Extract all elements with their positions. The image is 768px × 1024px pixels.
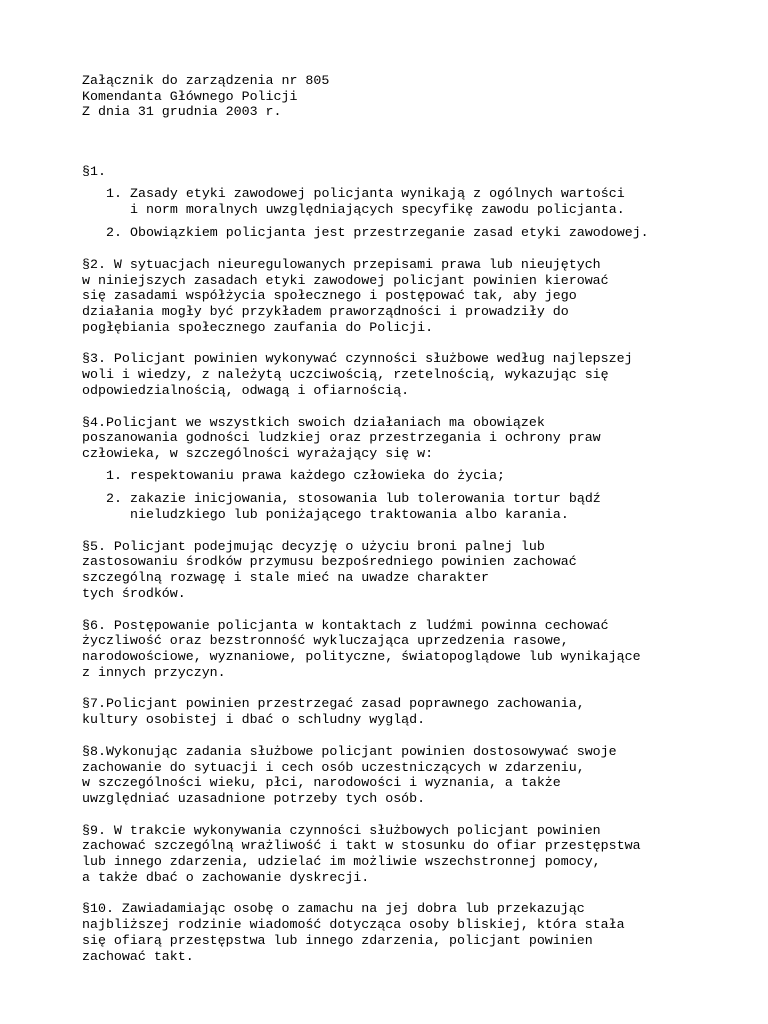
section-5 <box>82 539 722 602</box>
section-8-text: §8.Wykonując zadania służbowe policjant powinien dostosowywać swoje zachowanie do sytuacji i cech osób uczestniczących w zdarzeniu, w szczególności wieku, płci, narodowości i wyznania, a także uwzględniać uzasadnione potrzeby tych osób. <box>82 743 617 806</box>
section-1 <box>82 164 722 241</box>
section-7-text: §7.Policjant powinien przestrzegać zasad poprawnego zachowania, kultury osobistej i dbać o schludny wygląd. <box>82 696 585 728</box>
list-item-text: Obowiązkiem policjanta jest przestrzeganie zasad etyki zawodowej. <box>130 225 649 241</box>
list-item <box>82 186 722 217</box>
section-1-title: §1. <box>82 164 106 180</box>
list-item-text: respektowaniu prawa każdego człowieka do życia; <box>130 467 506 483</box>
section-10 <box>82 901 722 964</box>
list-item-number: 2. <box>106 225 122 241</box>
section-9-text: §9. W trakcie wykonywania czynności służbowych policjant powinien zachować szczególną wrażliwość i takt w stosunku do ofiar przestępstwa lub innego zdarzenia, udzielać im możliwie wszechstronnej pomocy, a także dbać o zachowanie dyskrecji. <box>82 822 641 885</box>
header-annex-line: Załącznik do zarządzenia nr 805 <box>82 73 330 88</box>
section-4-list <box>82 468 722 523</box>
section-3 <box>82 351 722 398</box>
section-4 <box>82 415 722 523</box>
section-7 <box>82 696 722 727</box>
section-2 <box>82 257 722 336</box>
section-6 <box>82 618 722 681</box>
list-item-number: 1. <box>106 185 122 201</box>
section-9 <box>82 823 722 886</box>
list-item-number: 1. <box>106 467 122 483</box>
section-2-text: §2. W sytuacjach nieuregulowanych przepisami prawa lub nieujętych w niniejszych zasadach etyki zawodowej policjant powinien kierować się zasadami współżycia społecznego i postępować tak, aby jego działania mogły być przykładem praworządności i prowadziły do pogłębiania społecznego zaufania do Policji. <box>82 256 609 335</box>
section-10-text: §10. Zawiadamiając osobę o zamachu na jej dobra lub przekazując najbliższej rodzinie wiadomość dotycząca osoby bliskiej, która stała się ofiarą przestępstwa lub innego zdarzenia, policjant powinien zachować takt. <box>82 901 625 964</box>
list-item-text: Zasady etyki zawodowej policjanta wynikają z ogólnych wartości i norm moralnych uwzględniających specyfikę zawodu policjanta. <box>130 185 625 217</box>
header-date-line: Z dnia 31 grudnia 2003 r. <box>82 104 282 120</box>
list-item <box>82 225 722 241</box>
section-3-text: §3. Policjant powinien wykonywać czynności służbowe według najlepszej woli i wiedzy, z należytą uczciwością, rzetelnością, wykazując się odpowiedzialnością, odwagą i ofiarnością. <box>82 351 633 398</box>
section-8 <box>82 744 722 807</box>
document-header <box>82 73 722 120</box>
list-item <box>82 468 722 484</box>
document-page <box>82 73 722 980</box>
section-1-list <box>82 186 722 241</box>
section-5-text: §5. Policjant podejmując decyzję o użyciu broni palnej lub zastosowaniu środków przymusu bezpośredniego powinien zachować szczególną rozwagę i stale mieć na uwadze charakter tych środków. <box>82 538 577 601</box>
section-4-text: §4.Policjant we wszystkich swoich działaniach ma obowiązek poszanowania godności ludzkiej oraz przestrzegania i ochrony praw człowieka, w szczególności wyrażający się w: <box>82 414 601 461</box>
section-6-text: §6. Postępowanie policjanta w kontaktach z ludźmi powinna cechować życzliwość oraz bezstronność wykluczająca uprzedzenia rasowe, narodowościowe, wyznaniowe, polityczne, światopoglądowe lub wynikające z innych przyczyn. <box>82 617 641 680</box>
header-authority-line: Komendanta Głównego Policji <box>82 88 298 104</box>
list-item-number: 2. <box>106 491 122 507</box>
list-item-text: zakazie inicjowania, stosowania lub tolerowania tortur bądź nieludzkiego lub poniżającego traktowania albo karania. <box>130 491 601 523</box>
list-item <box>82 491 722 522</box>
